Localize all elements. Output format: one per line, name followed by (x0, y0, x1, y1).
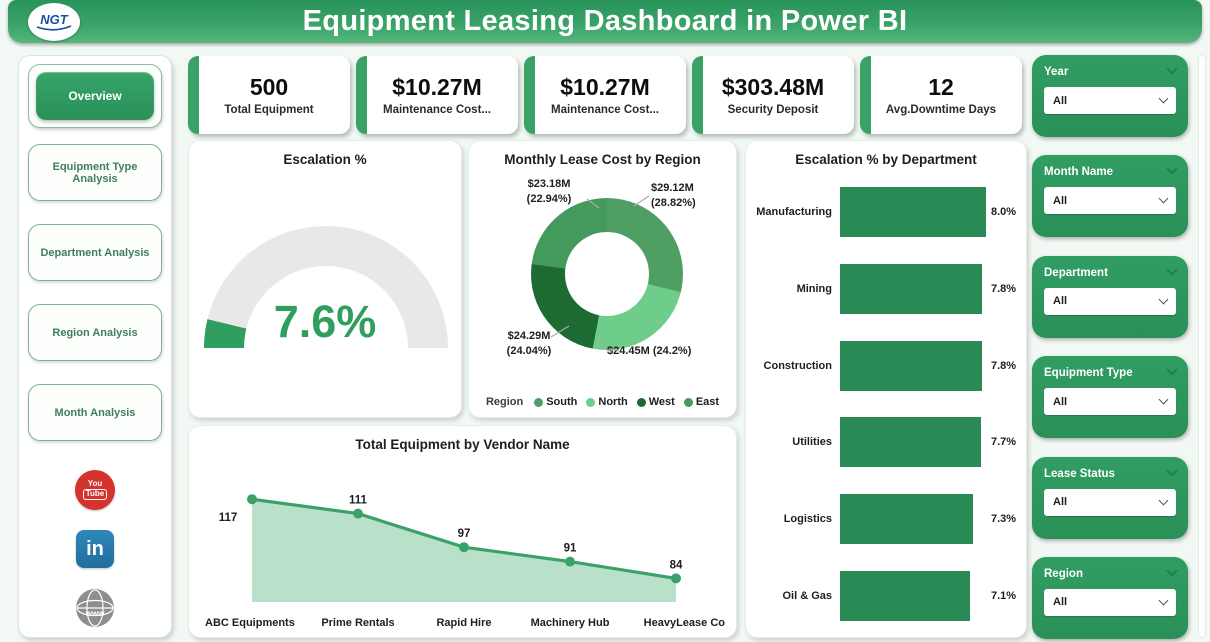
filter-selected-value: All (1053, 194, 1068, 207)
bar-logistics[interactable] (840, 494, 973, 544)
filter-label: Lease Status (1044, 467, 1115, 480)
filter-label: Month Name (1044, 166, 1113, 179)
bar-track (840, 264, 986, 314)
chevron-down-icon (1159, 596, 1169, 606)
area-chart-title: Total Equipment by Vendor Name (355, 437, 570, 452)
bar-value-label: 7.1% (991, 589, 1017, 602)
legend-item-north[interactable] (586, 396, 627, 408)
donut-title: Monthly Lease Cost by Region (504, 152, 701, 167)
bar-mining[interactable] (840, 264, 982, 314)
bar-construction[interactable] (840, 341, 982, 391)
kpi-label: Maintenance Cost... (383, 104, 491, 116)
bar-row (754, 571, 1020, 621)
bar-row (754, 187, 1020, 237)
bar-value-label: 7.7% (991, 436, 1017, 449)
bar-category-label: Construction (763, 359, 832, 372)
donut-label-south (651, 181, 735, 211)
legend-label: North (598, 396, 628, 408)
sidebar-item-overview[interactable]: Overview (36, 72, 154, 120)
donut-label-east (507, 177, 591, 207)
sidebar-item-equipment-type-analysis[interactable]: Equipment Type Analysis (28, 144, 162, 201)
bar-category-label: Oil & Gas (782, 589, 832, 602)
bar-track (840, 571, 986, 621)
data-point-abc-equipments[interactable] (247, 494, 257, 504)
filter-dropdown-equipment-type[interactable] (1044, 388, 1176, 415)
website-globe-icon[interactable] (75, 588, 115, 628)
filter-dropdown-lease-status[interactable] (1044, 489, 1176, 516)
filter-dropdown-year[interactable] (1044, 87, 1176, 114)
x-axis-label: ABC Equipments (205, 617, 295, 629)
legend-item-west[interactable] (637, 396, 675, 408)
donut-label-west (487, 329, 571, 359)
donut-label-pct: (22.94%) (526, 192, 572, 205)
data-point-prime-rentals[interactable] (353, 509, 363, 519)
legend-label: East (695, 396, 720, 408)
point-value-label: 84 (669, 559, 683, 572)
donut-label-value: $23.18M (527, 178, 571, 190)
youtube-text-top: You (87, 479, 103, 489)
filter-dropdown-region[interactable] (1044, 589, 1176, 616)
bar-track (840, 187, 986, 237)
bar-track (840, 341, 986, 391)
kpi-value: 500 (249, 74, 289, 100)
point-value-label: 91 (563, 542, 577, 555)
filter-card-department (1032, 256, 1188, 338)
donut-label-pct: (24.04%) (506, 344, 552, 357)
bar-chart (754, 187, 1020, 621)
gauge-value: 7.6% (273, 296, 377, 347)
donut-label-value: $24.45M (24.2%) (607, 345, 692, 357)
donut-label-value: $29.12M (651, 182, 694, 194)
bar-row (754, 341, 1020, 391)
legend-dot (684, 398, 693, 407)
gauge-title: Escalation % (283, 152, 367, 167)
filter-selected-value: All (1053, 94, 1068, 107)
bar-track (840, 417, 986, 467)
legend-dot (586, 398, 595, 407)
legend-title: Region (485, 396, 524, 408)
gauge-panel-escalation (188, 140, 462, 418)
point-value-label: 111 (349, 494, 367, 507)
filter-card-equipment-type (1032, 356, 1188, 438)
kpi-security-deposit (692, 56, 854, 134)
data-point-heavylease-co[interactable] (671, 573, 681, 583)
point-value-label: 117 (218, 512, 238, 525)
kpi-value: $10.27M (560, 74, 650, 100)
filter-card-lease-status (1032, 457, 1188, 539)
company-logo (28, 3, 80, 41)
overview-button-frame (28, 64, 162, 128)
nav-sidebar (18, 55, 172, 638)
bar-row (754, 264, 1020, 314)
kpi-maintenance-cost-2 (524, 56, 686, 134)
x-axis-label: Prime Rentals (321, 617, 395, 629)
bar-oil-gas[interactable] (840, 571, 970, 621)
linkedin-icon[interactable]: in (76, 530, 114, 568)
donut-hole (565, 232, 649, 316)
youtube-text-bottom: Tube (83, 489, 108, 500)
legend-label: West (648, 396, 675, 408)
sidebar-item-region-analysis[interactable]: Region Analysis (28, 304, 162, 361)
kpi-value: 12 (928, 74, 954, 100)
x-axis-label: Machinery Hub (530, 617, 610, 629)
filter-card-month-name (1032, 155, 1188, 237)
legend-label: South (546, 396, 578, 408)
bar-value-label: 8.0% (991, 206, 1017, 218)
chevron-down-icon (1159, 395, 1169, 405)
bar-row (754, 494, 1020, 544)
bar-track (840, 494, 986, 544)
data-point-machinery-hub[interactable] (565, 557, 575, 567)
kpi-label: Security Deposit (727, 104, 819, 116)
sidebar-item-month-analysis[interactable]: Month Analysis (28, 384, 162, 441)
bar-utilities[interactable] (840, 417, 981, 467)
bar-category-label: Logistics (783, 513, 832, 526)
right-edge-strip (1198, 55, 1206, 638)
header-bar (8, 0, 1202, 43)
legend-item-south[interactable] (534, 396, 577, 408)
bar-value-label: 7.3% (991, 513, 1017, 526)
bar-category-label: Manufacturing (756, 206, 832, 218)
filter-dropdown-department[interactable] (1044, 288, 1176, 315)
bar-value-label: 7.8% (991, 359, 1017, 372)
legend-dot (637, 398, 646, 407)
donut-legend (469, 396, 736, 408)
filter-column (1032, 55, 1188, 639)
social-links (75, 470, 115, 628)
donut-panel-lease-cost (468, 140, 737, 418)
filter-dropdown-month-name[interactable] (1044, 187, 1176, 214)
area-chart[interactable] (197, 452, 730, 634)
kpi-label: Avg.Downtime Days (885, 104, 997, 116)
kpi-total-equipment (188, 56, 350, 134)
donut-label-pct: (28.82%) (651, 196, 696, 209)
kpi-maintenance-cost-1 (356, 56, 518, 134)
filter-selected-value: All (1053, 596, 1068, 609)
logo-swoosh-icon (34, 24, 74, 32)
logo-text: NGT (40, 11, 68, 27)
kpi-value: $10.27M (392, 74, 482, 100)
chevron-down-icon (1159, 194, 1169, 204)
bar-chart-title: Escalation % by Department (795, 152, 977, 167)
chevron-down-icon (1159, 94, 1169, 104)
donut-label-north (607, 344, 733, 359)
chevron-down-icon (1159, 294, 1169, 304)
filter-label: Year (1044, 66, 1069, 78)
chevron-down-icon (1159, 495, 1169, 505)
area-panel-equipment-by-vendor (188, 425, 737, 638)
bar-category-label: Mining (796, 282, 832, 295)
bar-category-label: Utilities (792, 436, 832, 449)
x-axis-label: HeavyLease Co (643, 617, 725, 629)
filter-label: Region (1044, 567, 1083, 580)
kpi-label: Maintenance Cost... (551, 104, 659, 116)
filter-card-year (1032, 55, 1188, 137)
kpi-label: Total Equipment (224, 104, 314, 116)
filter-label: Department (1044, 266, 1108, 279)
legend-item-east[interactable] (684, 396, 719, 408)
bar-manufacturing[interactable] (840, 187, 986, 237)
bar-panel-escalation-by-department (745, 140, 1027, 638)
bar-row (754, 417, 1020, 467)
kpi-value: $303.48M (721, 74, 825, 100)
youtube-icon[interactable] (75, 470, 115, 510)
filter-selected-value: All (1053, 295, 1068, 308)
donut-label-value: $24.29M (507, 330, 551, 342)
x-axis-label: Rapid Hire (436, 617, 492, 629)
point-value-label: 97 (457, 528, 471, 541)
data-point-rapid-hire[interactable] (459, 542, 469, 552)
filter-selected-value: All (1053, 496, 1068, 509)
website-www-text: www (85, 609, 105, 618)
bar-value-label: 7.8% (991, 282, 1017, 295)
sidebar-item-department-analysis[interactable]: Department Analysis (28, 224, 162, 281)
page-title: Equipment Leasing Dashboard in Power BI (302, 5, 908, 37)
kpi-row (188, 56, 1022, 134)
filter-label: Equipment Type (1044, 367, 1133, 380)
filter-selected-value: All (1053, 395, 1068, 408)
kpi-avg-downtime (860, 56, 1022, 134)
legend-dot (534, 398, 543, 407)
filter-card-region (1032, 557, 1188, 639)
